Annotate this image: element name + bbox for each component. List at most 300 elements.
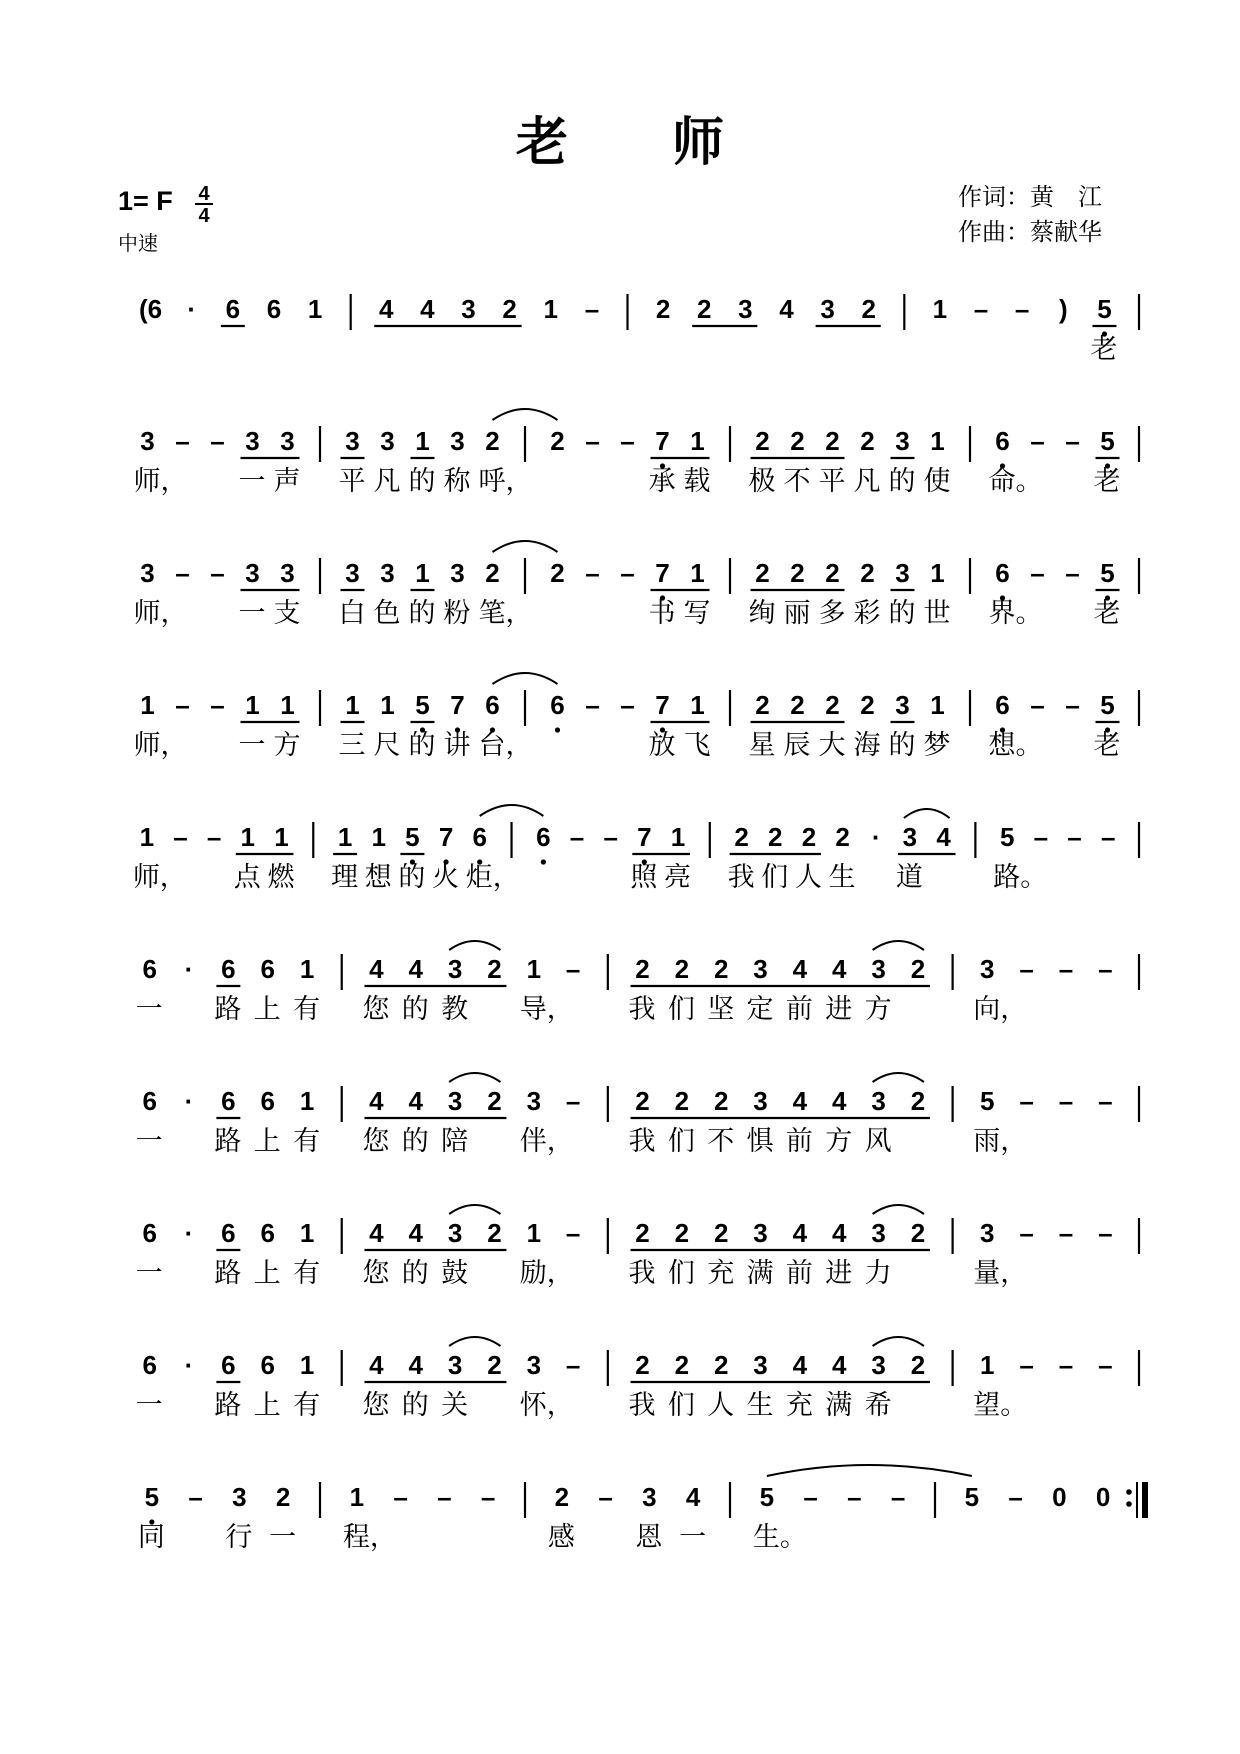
jianpu-note: 3 <box>380 558 395 588</box>
lyric-syllable: 一 <box>238 466 266 497</box>
lyric-syllable: 人 <box>707 1390 735 1421</box>
lyric-syllable: 路。 <box>993 862 1048 893</box>
lyric-syllable: 上 <box>253 1258 281 1289</box>
jianpu-note: 1 <box>670 822 686 852</box>
lyric-syllable: 想 <box>364 862 392 893</box>
jianpu-note: 2 <box>910 1086 926 1116</box>
lyric-syllable: 平 <box>818 466 846 497</box>
dash-extension: – <box>1065 426 1080 456</box>
lyric-syllable: 我 <box>628 1126 656 1157</box>
dash-extension: – <box>585 690 600 720</box>
tie-arc <box>493 541 558 552</box>
dash-extension: – <box>1019 1086 1034 1116</box>
lyric-syllable: 尺 <box>373 730 401 761</box>
jianpu-note: 1 <box>690 426 705 456</box>
lyric-syllable: 亮 <box>663 862 691 893</box>
lyric-syllable: 笔， <box>478 598 533 629</box>
lyric-syllable: 我 <box>727 862 755 893</box>
jianpu-note: 3 <box>447 1350 463 1380</box>
jianpu-note: 5 <box>1100 690 1115 720</box>
meter-top: 4 <box>198 183 210 205</box>
score-system <box>136 1337 1139 1421</box>
dash-extension: – <box>1058 954 1074 984</box>
jianpu-note: 2 <box>485 426 500 456</box>
lyric-syllable: 们 <box>667 994 695 1025</box>
lyric-syllable: 您 <box>362 994 390 1025</box>
jianpu-note: 3 <box>895 558 910 588</box>
jianpu-note: 0 <box>1095 1482 1111 1512</box>
lyric-syllable: 使 <box>923 466 951 497</box>
lyric-syllable: 放 <box>648 730 676 761</box>
jianpu-note: 1 <box>280 690 295 720</box>
jianpu-note: 3 <box>753 1086 768 1116</box>
dash-extension: – <box>210 690 225 720</box>
jianpu-note: 2 <box>275 1482 291 1512</box>
dash-extension: – <box>393 1482 408 1512</box>
lyric-syllable: 有 <box>293 1126 321 1157</box>
lyric-syllable: 感 <box>547 1522 575 1553</box>
lyric-syllable: 伴， <box>519 1126 574 1157</box>
jianpu-note: 2 <box>860 426 875 456</box>
dash-extension: – <box>437 1482 452 1512</box>
slur-arc <box>904 809 950 818</box>
jianpu-note: 2 <box>487 1350 502 1380</box>
jianpu-note: 3 <box>871 1218 886 1248</box>
jianpu-note: 3 <box>140 558 155 588</box>
jianpu-note: 6 <box>142 1350 157 1380</box>
lyric-syllable: 量， <box>973 1258 1028 1289</box>
jianpu-note: 1 <box>240 822 256 852</box>
jianpu-note: 4 <box>408 954 423 984</box>
lyric-syllable: 绚 <box>748 598 776 629</box>
jianpu-note: 2 <box>635 1350 650 1380</box>
jianpu-note: 2 <box>910 1350 926 1380</box>
jianpu-note: 6 <box>221 1218 236 1248</box>
jianpu-note: 1 <box>371 822 386 852</box>
dash-extension: – <box>565 1218 581 1248</box>
dash-extension: – <box>175 426 190 456</box>
jianpu-note: 2 <box>768 822 783 852</box>
jianpu-note: 6 <box>142 1218 157 1248</box>
lyric-syllable: 多 <box>818 598 846 629</box>
jianpu-note: 1 <box>526 1218 542 1248</box>
lyric-syllable: 力 <box>864 1258 892 1289</box>
jianpu-note: 2 <box>755 426 770 456</box>
tie-arc <box>493 409 558 420</box>
dash-extension: – <box>210 558 225 588</box>
jianpu-note: 5 <box>1100 558 1115 588</box>
lyric-syllable: 励， <box>519 1258 574 1289</box>
jianpu-note: 3 <box>447 1086 463 1116</box>
lyric-syllable: 路 <box>214 1258 242 1289</box>
lyric-syllable: 台， <box>478 730 533 761</box>
jianpu-note: 7 <box>438 822 454 852</box>
lyric-syllable: 写 <box>683 598 711 629</box>
lyric-syllable: 飞 <box>683 730 711 761</box>
jianpu-note: 1 <box>337 822 353 852</box>
augmentation-dot: · <box>187 294 197 324</box>
slur-arc <box>873 941 924 950</box>
meter-bottom: 4 <box>198 205 210 227</box>
jianpu-note: 4 <box>832 1350 847 1380</box>
lyric-syllable: 的 <box>408 466 436 497</box>
augmentation-dot: · <box>184 1350 194 1380</box>
lyric-syllable: 希 <box>864 1390 892 1421</box>
dash-extension: – <box>1019 1350 1034 1380</box>
jianpu-note: 1 <box>930 690 945 720</box>
jianpu-note: 6 <box>995 558 1010 588</box>
lyric-syllable: 炬， <box>465 862 520 893</box>
jianpu-note: 1 <box>299 1350 315 1380</box>
jianpu-note: 7 <box>655 558 670 588</box>
jianpu-note: 2 <box>910 954 926 984</box>
jianpu-note: 2 <box>487 1218 502 1248</box>
lyric-syllable: 三 <box>338 730 366 761</box>
dash-extension: – <box>585 426 600 456</box>
jianpu-note: 2 <box>696 294 712 324</box>
octave-dot-low <box>541 859 546 864</box>
jianpu-note: 4 <box>936 822 951 852</box>
dash-extension: – <box>188 1482 203 1512</box>
jianpu-note: 6 <box>221 1086 236 1116</box>
slur-arc <box>873 1205 924 1214</box>
lyric-syllable: 您 <box>362 1258 390 1289</box>
jianpu-note: 2 <box>487 954 502 984</box>
lyric-syllable: 的 <box>401 1126 429 1157</box>
jianpu-note: 2 <box>910 1218 926 1248</box>
lyric-syllable: 彩 <box>853 598 881 629</box>
jianpu-note: 4 <box>369 1086 384 1116</box>
lyric-syllable: 不 <box>783 466 811 497</box>
lyric-syllable: 想。 <box>988 730 1043 761</box>
jianpu-note: 3 <box>871 1086 886 1116</box>
jianpu-note: 3 <box>461 294 476 324</box>
dash-extension: – <box>1058 1350 1074 1380</box>
jianpu-note: 3 <box>280 426 295 456</box>
lyric-syllable: 载 <box>683 466 711 497</box>
lyric-syllable: 生 <box>746 1390 774 1421</box>
jianpu-note: 1 <box>349 1482 365 1512</box>
jianpu-note: 6 <box>225 294 241 324</box>
key-signature: 1= F <box>118 186 173 216</box>
lyric-syllable: 关 <box>441 1390 469 1421</box>
lyric-syllable: 的 <box>401 994 429 1025</box>
lyric-syllable: 讲 <box>443 730 471 761</box>
augmentation-dot: · <box>871 822 881 852</box>
lyric-syllable: 一 <box>679 1522 707 1553</box>
dash-extension: – <box>480 1482 496 1512</box>
augmentation-dot: · <box>184 1218 194 1248</box>
lyric-syllable: 陪 <box>441 1126 469 1157</box>
lyric-syllable: 星 <box>748 730 776 761</box>
lyric-syllable: 火 <box>432 862 460 893</box>
score-system <box>136 1205 1139 1289</box>
dash-extension: – <box>569 822 585 852</box>
jianpu-note: 3 <box>526 1350 542 1380</box>
jianpu-note: 1 <box>526 954 542 984</box>
jianpu-note: 1 <box>930 558 945 588</box>
dash-extension: – <box>1065 558 1080 588</box>
lyric-syllable: 师， <box>132 862 187 893</box>
slur-arc <box>449 1337 500 1346</box>
jianpu-note: 6 <box>472 822 487 852</box>
jianpu-note: 6 <box>142 954 157 984</box>
jianpu-note: 4 <box>408 1350 423 1380</box>
jianpu-note: 4 <box>408 1086 423 1116</box>
jianpu-note: 2 <box>755 690 770 720</box>
lyric-syllable: 鼓 <box>441 1258 469 1289</box>
lyric-syllable: 一 <box>135 994 163 1025</box>
lyric-syllable: 粉 <box>443 598 471 629</box>
composer-credit: 作曲：蔡献华 <box>958 218 1102 246</box>
jianpu-note: 1 <box>345 690 360 720</box>
dash-extension: – <box>890 1482 906 1512</box>
lyric-syllable: 的 <box>888 730 916 761</box>
jianpu-note: 3 <box>980 954 995 984</box>
jianpu-note: 3 <box>345 558 360 588</box>
jianpu-note: 3 <box>447 954 463 984</box>
jianpu-note: 4 <box>369 954 384 984</box>
lyric-syllable: 称 <box>443 466 471 497</box>
lyric-syllable: 的 <box>401 1258 429 1289</box>
jianpu-note: 4 <box>792 1086 808 1116</box>
score-system <box>139 294 1139 365</box>
jianpu-note: 7 <box>655 690 670 720</box>
jianpu-note: 6 <box>260 954 275 984</box>
dash-extension: – <box>585 558 600 588</box>
jianpu-note: 4 <box>792 1218 808 1248</box>
jianpu-note: 4 <box>832 1218 847 1248</box>
jianpu-note: 1 <box>415 426 430 456</box>
tie-arc <box>480 805 544 816</box>
jianpu-note: 7 <box>637 822 652 852</box>
lyric-syllable: 上 <box>253 1390 281 1421</box>
lyric-syllable: 们 <box>667 1258 695 1289</box>
lyric-syllable: 方 <box>864 994 892 1025</box>
lyric-syllable: 极 <box>748 466 776 497</box>
jianpu-note: 2 <box>635 1218 650 1248</box>
lyric-syllable: 导， <box>519 994 574 1025</box>
jianpu-note: 3 <box>738 294 753 324</box>
lyric-syllable: 世 <box>923 598 951 629</box>
lyricist-credit: 作词：黄 江 <box>958 183 1102 211</box>
jianpu-note: 6 <box>260 1218 275 1248</box>
lyric-syllable: 路 <box>214 994 242 1025</box>
jianpu-note: 2 <box>825 426 840 456</box>
jianpu-note: 2 <box>790 690 805 720</box>
score-system <box>134 409 1140 497</box>
jianpu-note: 3 <box>450 426 465 456</box>
lyric-syllable: 凡 <box>373 466 401 497</box>
lyric-syllable: 怀， <box>519 1390 574 1421</box>
jianpu-note: 3 <box>245 426 260 456</box>
jianpu-note: 3 <box>140 426 155 456</box>
lyric-syllable: 人 <box>794 862 822 893</box>
lyric-syllable: 生 <box>828 862 856 893</box>
jianpu-note: 1 <box>980 1350 995 1380</box>
jianpu-note: 3 <box>820 294 835 324</box>
lyric-syllable: 生。 <box>752 1522 807 1553</box>
jianpu-note: 1 <box>932 294 948 324</box>
lyric-syllable: 丽 <box>783 598 811 629</box>
jianpu-note: 4 <box>408 1218 423 1248</box>
jianpu-note: 4 <box>792 1350 808 1380</box>
jianpu-note: 5 <box>999 822 1015 852</box>
score-system <box>138 1465 1145 1553</box>
augmentation-dot: · <box>184 954 194 984</box>
jianpu-note: 5 <box>144 1482 160 1512</box>
lyric-syllable: 师， <box>133 466 188 497</box>
dash-extension: – <box>206 822 222 852</box>
lyric-syllable: 满 <box>746 1258 774 1289</box>
lyric-syllable: 老 <box>1093 598 1121 629</box>
jianpu-note: 1 <box>299 954 315 984</box>
lyric-syllable: 一 <box>238 598 266 629</box>
jianpu-note: 2 <box>674 1086 690 1116</box>
lyric-syllable: 一 <box>269 1522 297 1553</box>
jianpu-note: 6 <box>485 690 500 720</box>
lyric-syllable: 前 <box>785 994 813 1025</box>
jianpu-note: 1 <box>307 294 323 324</box>
jianpu-note: 2 <box>790 558 805 588</box>
tempo-marking: 中速 <box>118 231 158 255</box>
jianpu-note: 1 <box>380 690 395 720</box>
lyric-syllable: 惧 <box>746 1126 774 1157</box>
dash-extension: – <box>1033 822 1049 852</box>
lyric-syllable: 道 <box>895 862 923 893</box>
lyric-syllable: 的 <box>408 730 436 761</box>
lyric-syllable: 行 <box>225 1522 253 1553</box>
dash-extension: – <box>1098 954 1113 984</box>
jianpu-note: 4 <box>832 954 847 984</box>
jianpu-note: 1 <box>543 294 559 324</box>
jianpu-note: 3 <box>902 822 918 852</box>
jianpu-note: 6 <box>260 1350 275 1380</box>
lyric-syllable: 白 <box>338 598 366 629</box>
jianpu-note: 3 <box>232 1482 247 1512</box>
dash-extension: – <box>973 294 989 324</box>
jianpu-note: 2 <box>674 1218 690 1248</box>
dash-extension: – <box>1030 426 1045 456</box>
dash-extension: – <box>565 1086 581 1116</box>
jianpu-note: 2 <box>734 822 749 852</box>
dash-extension: – <box>175 690 190 720</box>
jianpu-note: 1 <box>299 1218 315 1248</box>
lyric-syllable: 充 <box>707 1258 735 1289</box>
lyric-syllable: 您 <box>362 1126 390 1157</box>
dash-extension: – <box>1098 1350 1113 1380</box>
jianpu-note: 6 <box>221 1350 236 1380</box>
jianpu-note: 2 <box>655 294 671 324</box>
lyric-syllable: 燃 <box>267 862 295 893</box>
jianpu-note: 2 <box>860 558 875 588</box>
dash-extension: – <box>620 426 635 456</box>
augmentation-dot: · <box>184 1086 194 1116</box>
jianpu-note: 3 <box>450 558 465 588</box>
lyric-syllable: 路 <box>214 1126 242 1157</box>
jianpu-note: 1 <box>299 1086 315 1116</box>
jianpu-note: 6 <box>221 954 236 984</box>
jianpu-note: 4 <box>685 1482 701 1512</box>
jianpu-note: 3 <box>753 1218 768 1248</box>
lyric-syllable: 望。 <box>973 1390 1028 1421</box>
lyric-syllable: 一 <box>135 1126 163 1157</box>
dash-extension: – <box>620 690 635 720</box>
dash-extension: – <box>584 294 600 324</box>
lyric-syllable: 命。 <box>988 466 1043 497</box>
jianpu-note: 5 <box>759 1482 775 1512</box>
octave-dot-low <box>555 727 560 732</box>
jianpu-note: 7 <box>450 690 465 720</box>
lyric-syllable: 理 <box>331 862 359 893</box>
dash-extension: – <box>1019 1218 1034 1248</box>
jianpu-note: 3 <box>642 1482 657 1512</box>
jianpu-note: 2 <box>713 1218 729 1248</box>
jianpu-note: 6 <box>995 690 1010 720</box>
jianpu-note: 5 <box>415 690 430 720</box>
lyric-syllable: 声 <box>273 466 301 497</box>
dash-extension: – <box>1098 1218 1113 1248</box>
jianpu-note: 2 <box>550 426 565 456</box>
jianpu-note: 5 <box>980 1086 995 1116</box>
lyric-syllable: 我 <box>628 994 656 1025</box>
jianpu-note: 3 <box>871 954 886 984</box>
jianpu-note: 6 <box>266 294 282 324</box>
jianpu-note: 4 <box>420 294 435 324</box>
dash-extension: – <box>175 558 190 588</box>
lyric-syllable: 前 <box>785 1258 813 1289</box>
jianpu-note: 3 <box>245 558 260 588</box>
lyric-syllable: 上 <box>253 994 281 1025</box>
dash-extension: – <box>1030 690 1045 720</box>
jianpu-note: 2 <box>550 558 565 588</box>
jianpu-note: 6 <box>995 426 1010 456</box>
jianpu-note: 3 <box>871 1350 886 1380</box>
jianpu-note: 6 <box>142 1086 157 1116</box>
jianpu-note: 2 <box>825 558 840 588</box>
lyric-syllable: 向， <box>973 994 1028 1025</box>
jianpu-note: 4 <box>379 294 394 324</box>
lyric-syllable: 凡 <box>853 466 881 497</box>
slur-arc <box>873 1337 924 1346</box>
lyric-syllable: 坚 <box>707 994 735 1025</box>
jianpu-note: 3 <box>895 426 910 456</box>
lyric-syllable: 梦 <box>923 730 951 761</box>
jianpu-note: 2 <box>674 954 690 984</box>
jianpu-note: 2 <box>835 822 850 852</box>
jianpu-note: 2 <box>485 558 500 588</box>
slur-arc <box>449 1205 500 1214</box>
lyric-syllable: 照 <box>630 862 658 893</box>
dash-extension: – <box>1098 1086 1113 1116</box>
jianpu-note: 2 <box>801 822 817 852</box>
jianpu-note: 3 <box>753 1350 768 1380</box>
dash-extension: – <box>1058 1218 1074 1248</box>
score-system <box>134 541 1140 629</box>
jianpu-note: ) <box>1058 294 1068 324</box>
jianpu-note: 0 <box>1052 1482 1067 1512</box>
jianpu-note: 1 <box>690 690 705 720</box>
jianpu-note: 1 <box>415 558 430 588</box>
lyric-syllable: 方 <box>825 1126 853 1157</box>
lyric-syllable: 承 <box>648 466 676 497</box>
lyric-syllable: 同 <box>137 1522 165 1553</box>
jianpu-note: 2 <box>713 954 729 984</box>
jianpu-note: 4 <box>779 294 794 324</box>
dash-extension: – <box>1067 822 1082 852</box>
lyric-syllable: 师， <box>133 730 188 761</box>
lyric-syllable: 的 <box>888 598 916 629</box>
